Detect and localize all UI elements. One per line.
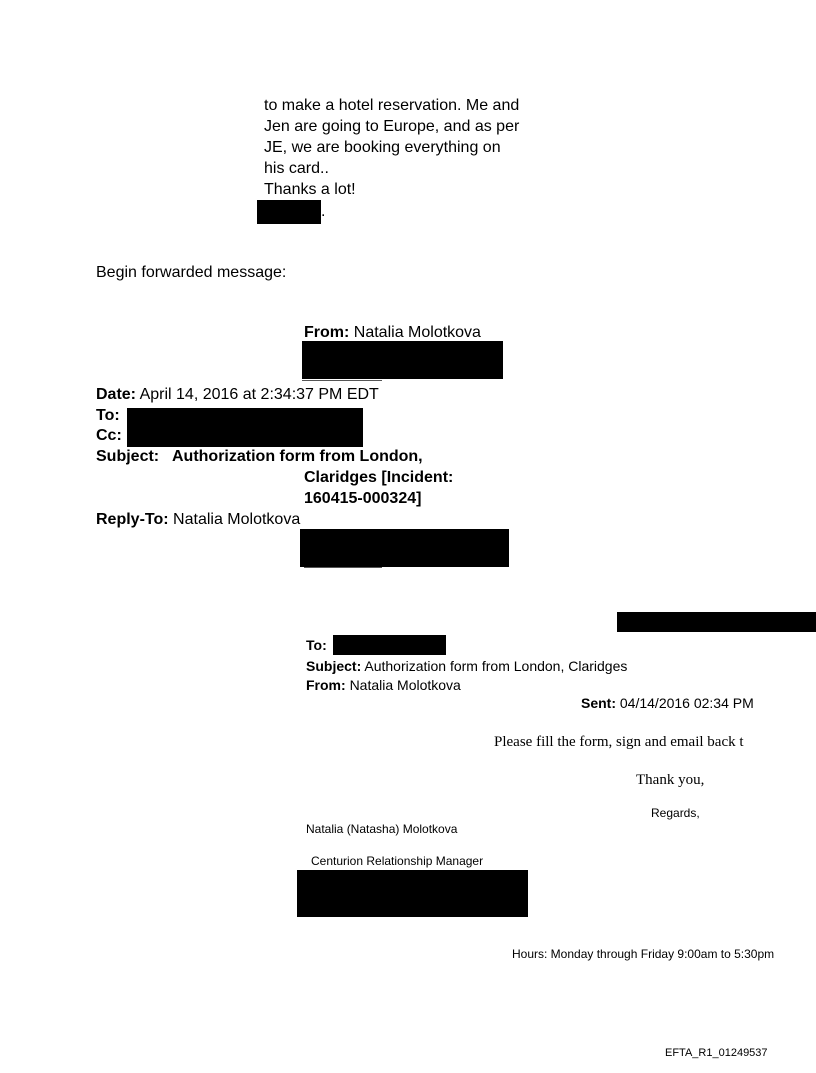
sender-title: Centurion Relationship Manager xyxy=(311,854,484,868)
inner-sent-label: Sent: xyxy=(581,695,616,711)
intro-line-2: Jen are going to Europe, and as per xyxy=(264,118,520,135)
inner-from-label: From: xyxy=(306,677,346,693)
subject-line-1: Authorization form from London, xyxy=(172,448,423,465)
intro-line-5: Thanks a lot! xyxy=(264,181,356,198)
redaction-from-email xyxy=(302,341,503,379)
date-value: April 14, 2016 at 2:34:37 PM EDT xyxy=(139,386,379,403)
forwarded-replyto xyxy=(96,511,300,529)
forwarded-date xyxy=(96,386,379,404)
redaction-sender-contact xyxy=(297,870,528,917)
inner-from-value: Natalia Molotkova xyxy=(349,677,461,693)
replyto-label: Reply-To: xyxy=(96,511,169,528)
redaction-replyto-email xyxy=(300,529,509,567)
forwarded-from xyxy=(304,324,481,342)
inner-subject xyxy=(306,658,627,674)
signature-period: . xyxy=(321,203,326,220)
inner-sent-value: 04/14/2016 02:34 PM xyxy=(619,695,754,711)
to-label: To: xyxy=(96,407,120,424)
document-id: EFTA_R1_01249537 xyxy=(665,1047,768,1059)
from-value: Natalia Molotkova xyxy=(353,324,481,341)
redaction-signature xyxy=(257,200,321,224)
intro-line-1: to make a hotel reservation. Me and xyxy=(264,97,520,114)
from-label: From: xyxy=(304,324,350,341)
redaction-to xyxy=(127,408,363,426)
redaction-top-right xyxy=(617,612,816,632)
intro-line-4: his card.. xyxy=(264,160,329,177)
underline-from xyxy=(302,380,382,381)
sender-name: Natalia (Natasha) Molotkova xyxy=(306,822,458,836)
subject-label: Subject: xyxy=(96,448,160,465)
intro-line-3: JE, we are booking everything on xyxy=(264,139,501,156)
underline-replyto xyxy=(304,567,382,568)
inner-subject-value: Authorization form from London, Claridges xyxy=(364,658,628,674)
subject-line-2: Claridges [Incident: xyxy=(304,469,454,486)
body-regards: Regards, xyxy=(651,806,700,820)
subject-line-3: 160415-000324] xyxy=(304,490,422,507)
body-thanks: Thank you, xyxy=(636,772,705,788)
redaction-inner-to xyxy=(333,635,446,655)
inner-subject-label: Subject: xyxy=(306,658,362,674)
hours: Hours: Monday through Friday 9:00am to 5:30pm xyxy=(512,947,775,961)
inner-to-label: To: xyxy=(306,637,327,653)
redaction-cc xyxy=(127,425,363,447)
inner-from xyxy=(306,677,461,693)
replyto-value: Natalia Molotkova xyxy=(173,511,301,528)
cc-label: Cc: xyxy=(96,427,122,444)
date-label: Date: xyxy=(96,386,137,403)
forward-header: Begin forwarded message: xyxy=(96,264,287,281)
inner-sent xyxy=(581,695,754,711)
body-request: Please fill the form, sign and email back t xyxy=(494,734,744,750)
